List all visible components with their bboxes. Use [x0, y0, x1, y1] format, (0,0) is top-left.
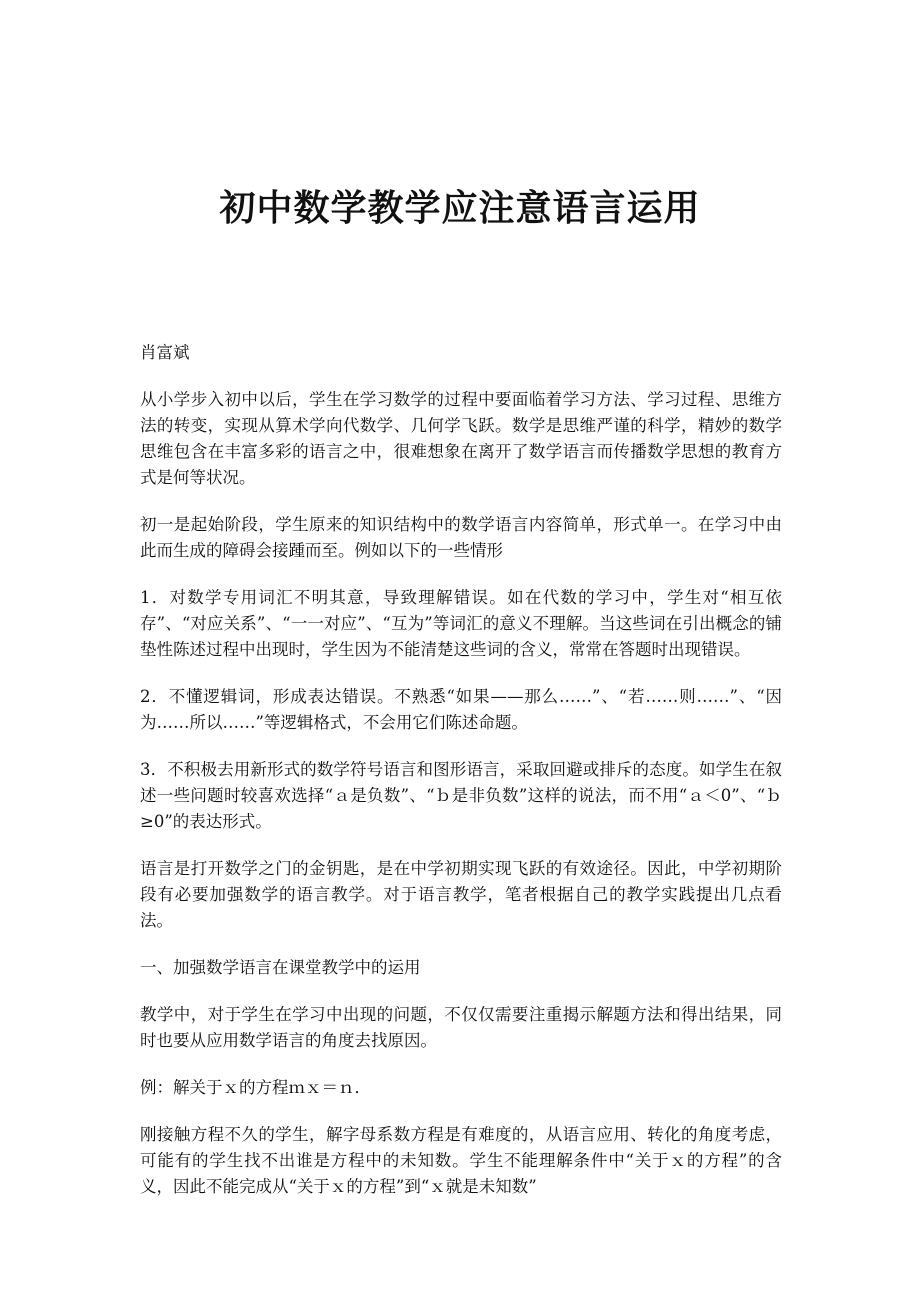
paragraph-point-2: 2．不懂逻辑词，形成表达错误。不熟悉“如果——那么……”、“若……则……”、“因为……所以……”等逻辑格式，不会用它们陈述命题。	[140, 687, 782, 732]
paragraph-equation-analysis: 刚接触方程不久的学生，解字母系数方程是有难度的，从语言应用、转化的角度考虑，可能有的学生找不出谁是方程中的未知数。学生不能理解条件中“关于ｘ的方程”的含义，因此不能完成从“关于ｘ的方程”到“ｘ就是未知数”	[140, 1125, 782, 1196]
author-name: 肖富斌	[140, 343, 190, 362]
document-body	[140, 340, 782, 1221]
paragraph-language-key: 语言是打开数学之门的金钥匙，是在中学初期实现飞跃的有效途径。因此，中学初期阶段有必要加强数学的语言教学。对于语言教学，笔者根据自己的教学实践提出几点看法。	[140, 859, 782, 930]
section-heading-1: 一、加强数学语言在课堂教学中的运用	[140, 958, 421, 977]
paragraph-example: 例：解关于ｘ的方程ｍｘ＝ｎ．	[140, 1078, 371, 1097]
document-title: 初中数学教学应注意语言运用	[219, 187, 701, 229]
paragraph-point-3: 3．不积极去用新形式的数学符号语言和图形语言，采取回避或排斥的态度。如学生在叙述一些问题时较喜欢选择“ａ是负数”、“ｂ是非负数”这样的说法，而不用“ａ＜0”、“ｂ≥0”的表达形式。	[140, 760, 782, 831]
paragraph-initial-stage: 初一是起始阶段，学生原来的知识结构中的数学语言内容简单，形式单一。在学习中由此而生成的障碍会接踵而至。例如以下的一些情形	[140, 515, 782, 560]
paragraph-intro: 从小学步入初中以后，学生在学习数学的过程中要面临着学习方法、学习过程、思维方法的转变，实现从算术学向代数学、几何学飞跃。数学是思维严谨的科学，精妙的数学思维包含在丰富多彩的语言之中，很难想象在离开了数学语言而传播数学思想的教育方式是何等状况。	[140, 390, 782, 487]
paragraph-point-1: 1．对数学专用词汇不明其意，导致理解错误。如在代数的学习中，学生对“相互依存”、“对应关系”、“一一对应”、“互为”等词汇的意义不理解。当这些词在引出概念的铺垫性陈述过程中出现时，学生因为不能清楚这些词的含义，常常在答题时出现错误。	[140, 588, 782, 659]
paragraph-teaching: 教学中，对于学生在学习中出现的问题，不仅仅需要注重揭示解题方法和得出结果，同时也要从应用数学语言的角度去找原因。	[140, 1005, 782, 1050]
